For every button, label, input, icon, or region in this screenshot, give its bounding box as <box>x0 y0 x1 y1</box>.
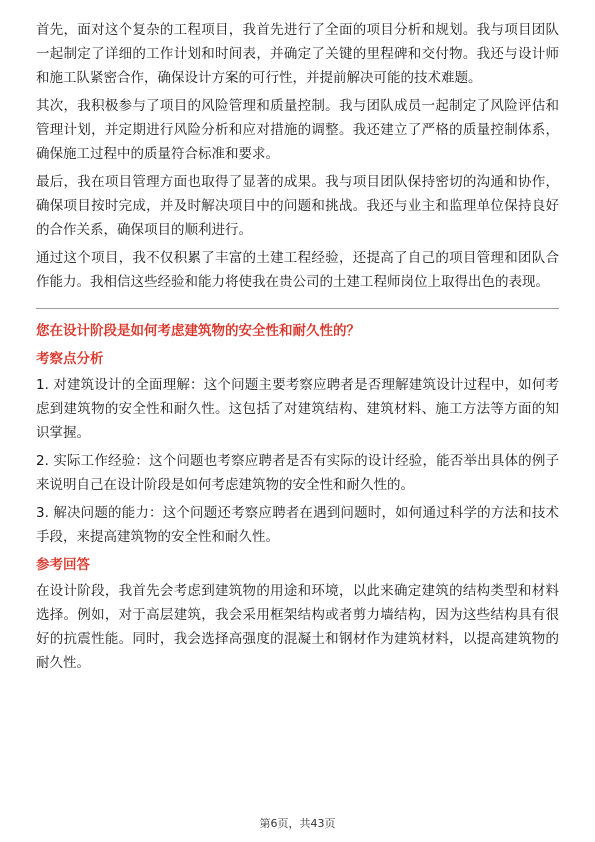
intro-paragraph-3: 最后，我在项目管理方面也取得了显著的成果。我与项目团队保持密切的沟通和协作，确保项目按时完成，并及时解决项目中的问题和挑战。我还与业主和监理单位保持良好的合作关系，确保项目的顺利进行。 <box>36 174 559 238</box>
document-page <box>36 18 559 679</box>
reference-answer-heading: 参考回答 <box>36 557 90 573</box>
analysis-heading: 考察点分析 <box>36 351 104 367</box>
analysis-item-2: 2. 实际工作经验：这个问题也考察应聘者是否有实际的设计经验，能否举出具体的例子来说明自己在设计阶段是如何考虑建筑物的安全性和耐久性的。 <box>36 453 559 493</box>
section-divider <box>36 308 559 309</box>
analysis-item-3: 3. 解决问题的能力：这个问题还考察应聘者在遇到问题时，如何通过科学的方法和技术手段，来提高建筑物的安全性和耐久性。 <box>36 505 559 545</box>
intro-paragraph-1: 首先，面对这个复杂的工程项目，我首先进行了全面的项目分析和规划。我与项目团队一起制定了详细的工作计划和时间表，并确定了关键的里程碑和交付物。我还与设计师和施工队紧密合作，确保设计方案的可行性，并提前解决可能的技术难题。 <box>36 22 559 86</box>
page-footer: 第6页，共43页 <box>259 817 336 830</box>
analysis-item-1: 1. 对建筑设计的全面理解：这个问题主要考察应聘者是否理解建筑设计过程中，如何考虑到建筑物的安全性和耐久性。这包括了对建筑结构、建筑材料、施工方法等方面的知识掌握。 <box>36 377 559 441</box>
intro-paragraph-2: 其次，我积极参与了项目的风险管理和质量控制。我与团队成员一起制定了风险评估和管理计划，并定期进行风险分析和应对措施的调整。我还建立了严格的质量控制体系，确保施工过程中的质量符合标准和要求。 <box>36 98 559 162</box>
reference-answer-text: 在设计阶段，我首先会考虑到建筑物的用途和环境，以此来确定建筑的结构类型和材料选择。例如，对于高层建筑，我会采用框架结构或者剪力墙结构，因为这些结构具有很好的抗震性能。同时，我会选择高强度的混凝土和钢材作为建筑材料，以提高建筑物的耐久性。 <box>36 583 559 671</box>
interview-question: 您在设计阶段是如何考虑建筑物的安全性和耐久性的？ <box>36 323 360 339</box>
intro-paragraph-4: 通过这个项目，我不仅积累了丰富的土建工程经验，还提高了自己的项目管理和团队合作能力。我相信这些经验和能力将使我在贵公司的土建工程师岗位上取得出色的表现。 <box>36 250 559 290</box>
